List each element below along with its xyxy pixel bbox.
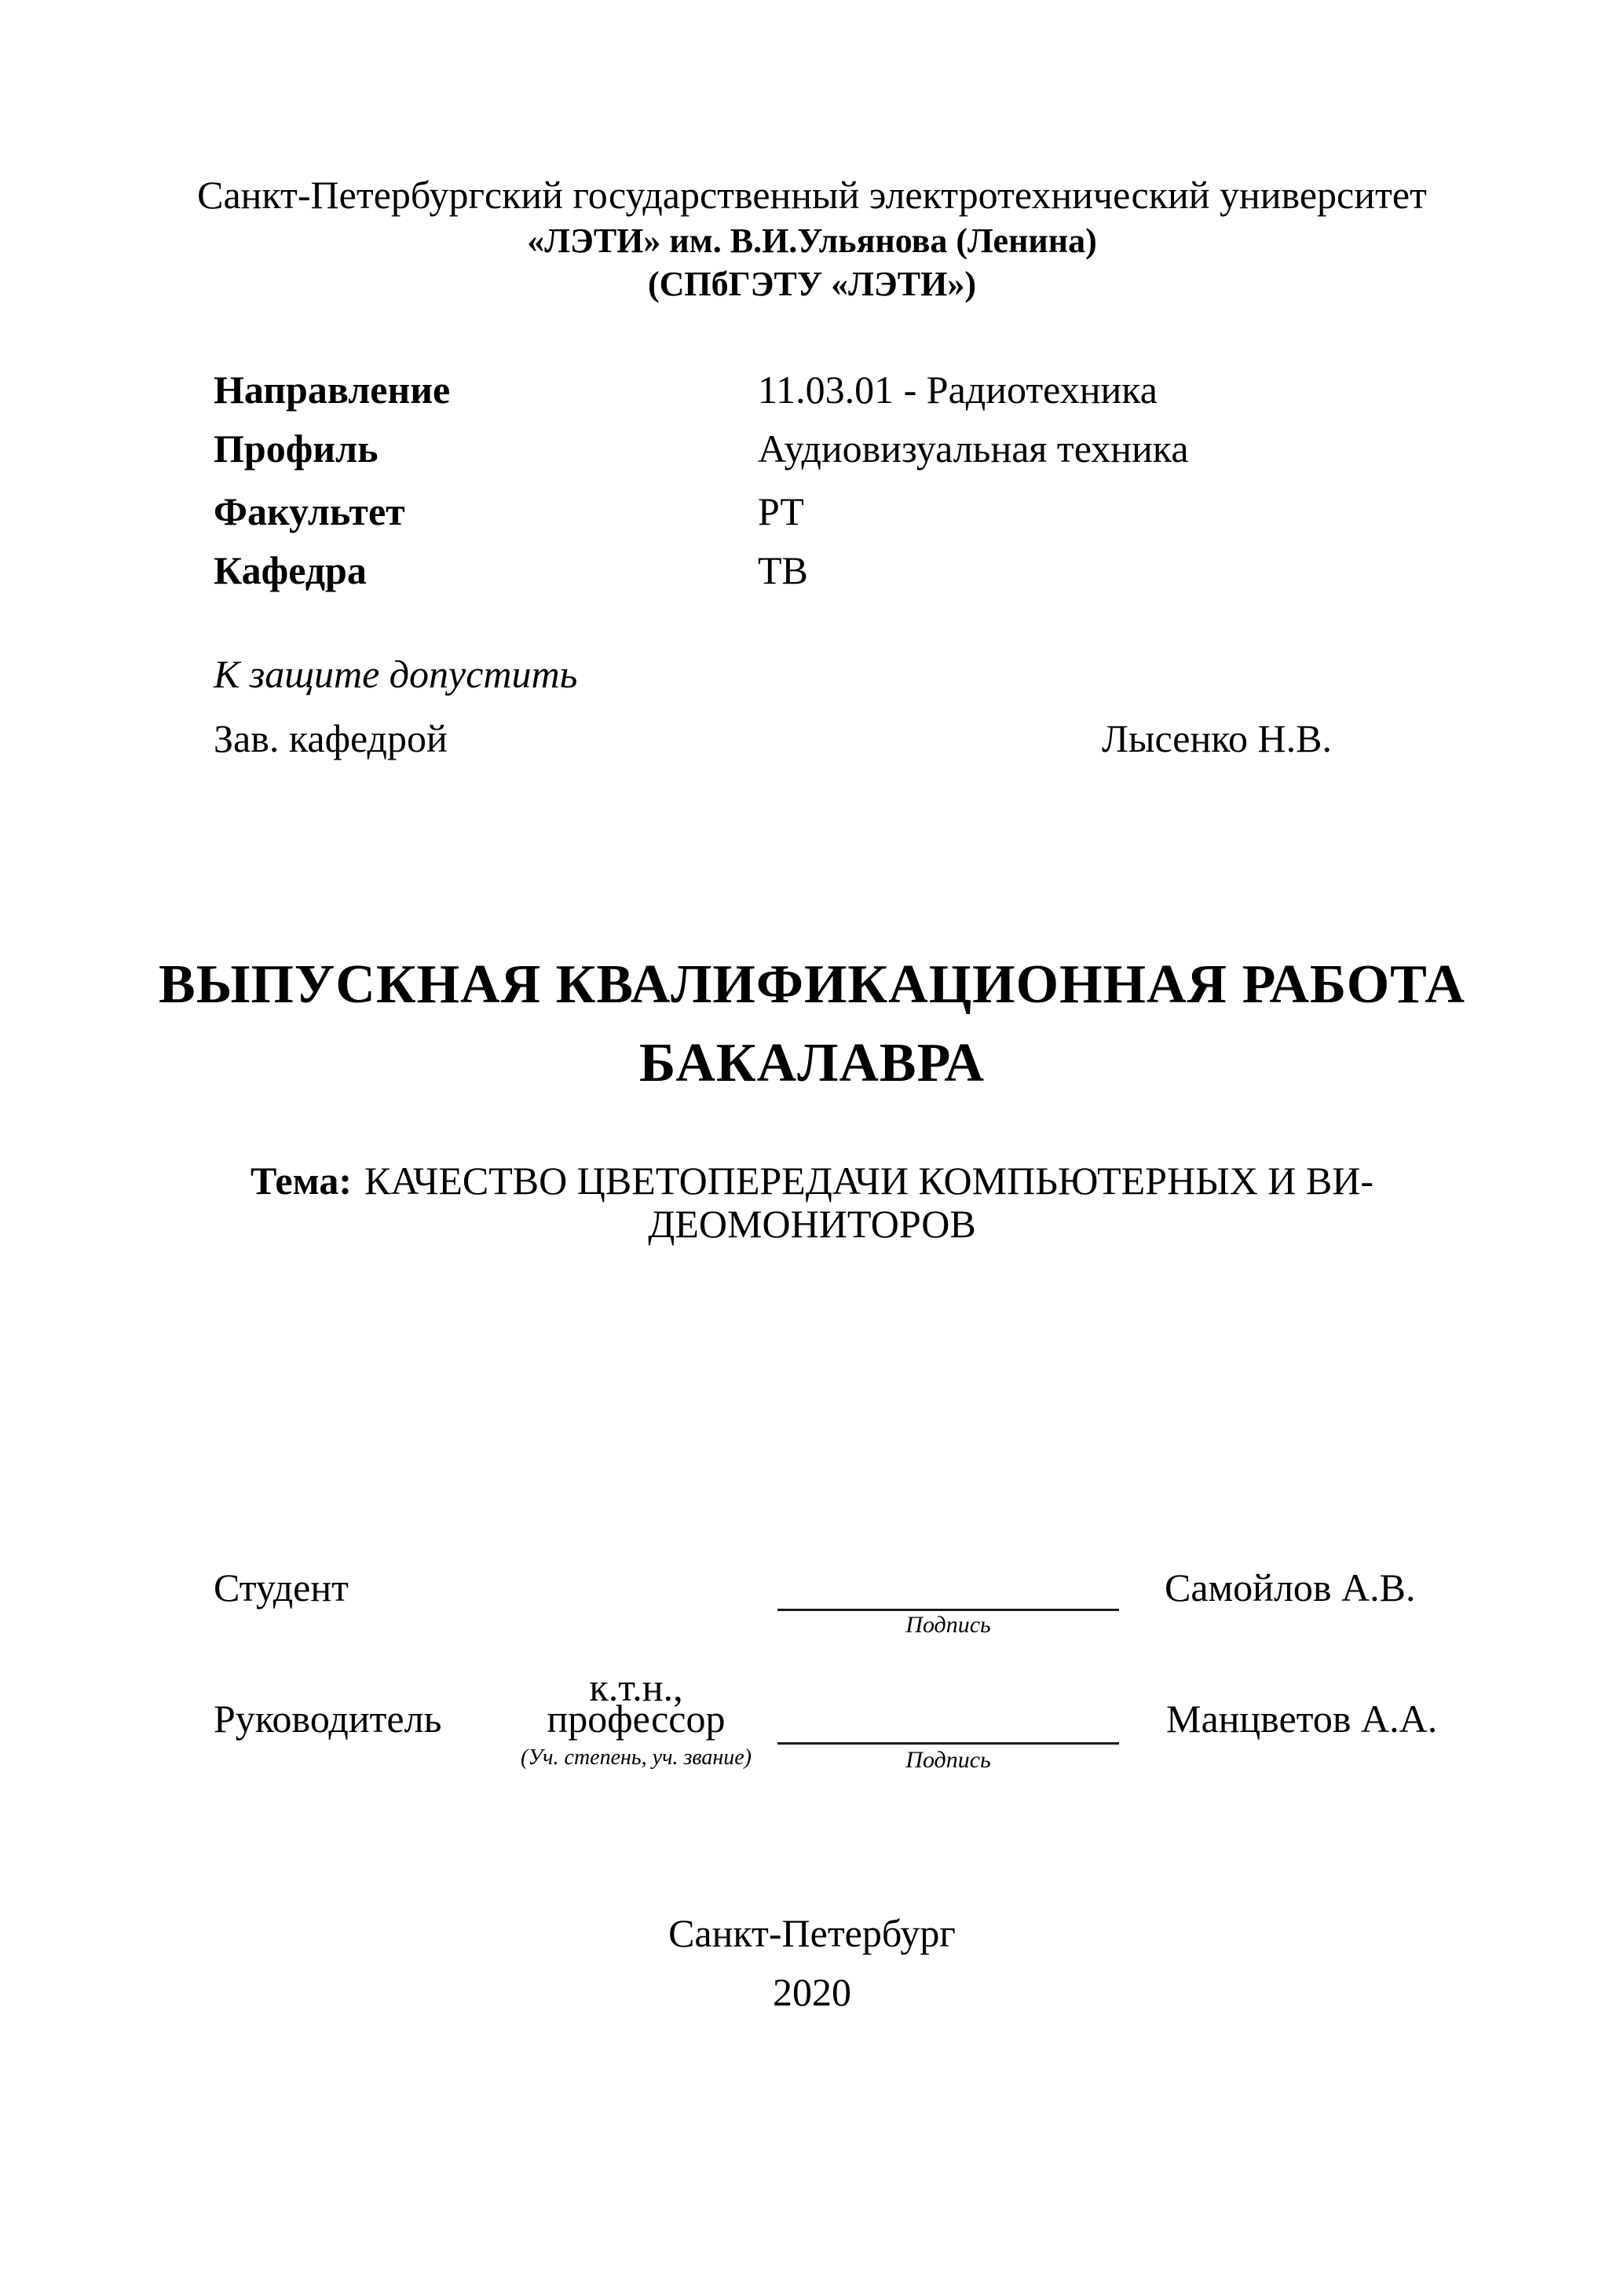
- field-label-profile: Профиль: [214, 427, 379, 471]
- supervisor-signature-line: [777, 1742, 1119, 1745]
- student-signature-caption: Подпись: [905, 1612, 991, 1638]
- field-label-direction: Направление: [214, 368, 451, 412]
- supervisor-name: Манцветов А.А.: [1166, 1697, 1438, 1741]
- student-name: Самойлов А.В.: [1165, 1565, 1416, 1609]
- field-value-faculty: РТ: [758, 489, 804, 533]
- field-label-department: Кафедра: [214, 548, 367, 592]
- field-value-direction: 11.03.01 - Радиотехника: [758, 368, 1158, 412]
- student-signature-line: [777, 1609, 1119, 1611]
- theme-label: Тема:: [250, 1159, 352, 1203]
- university-leti-line: «ЛЭТИ» им. В.И.Ульянова (Ленина): [527, 222, 1097, 260]
- field-value-department: ТВ: [758, 548, 808, 592]
- admit-to-defense-line: К защите допустить: [214, 652, 578, 696]
- university-abbreviation-line: (СПбГЭТУ «ЛЭТИ»): [648, 265, 976, 303]
- theme-text-line1: КАЧЕСТВО ЦВЕТОПЕРЕДАЧИ КОМПЬЮТЕРНЫХ И ВИ-: [364, 1159, 1374, 1203]
- head-of-department-label: Зав. кафедрой: [214, 716, 448, 760]
- supervisor-degree-line2: профессор: [547, 1697, 726, 1741]
- supervisor-degree-caption: (Уч. степень, уч. звание): [521, 1745, 752, 1770]
- supervisor-role-label: Руководитель: [214, 1697, 442, 1741]
- theme-text-line2: ДЕОМОНИТОРОВ: [648, 1202, 976, 1246]
- university-name-line: Санкт-Петербургский государственный электротехнический университет: [197, 173, 1427, 217]
- work-title-line1: ВЫПУСКНАЯ КВАЛИФИКАЦИОННАЯ РАБОТА: [159, 954, 1465, 1015]
- theme-line1: [0, 1159, 1624, 1203]
- head-of-department-name: Лысенко Н.В.: [1102, 716, 1332, 760]
- footer-year: 2020: [773, 1970, 851, 2014]
- supervisor-degree-line1: к.т.н.,: [589, 1665, 683, 1709]
- supervisor-signature-caption: Подпись: [905, 1747, 991, 1773]
- work-title-line2: БАКАЛАВРА: [639, 1033, 985, 1093]
- footer-city: Санкт-Петербург: [668, 1911, 956, 1955]
- student-role-label: Студент: [214, 1565, 349, 1609]
- field-label-faculty: Факультет: [214, 489, 405, 533]
- field-value-profile: Аудиовизуальная техника: [758, 427, 1189, 471]
